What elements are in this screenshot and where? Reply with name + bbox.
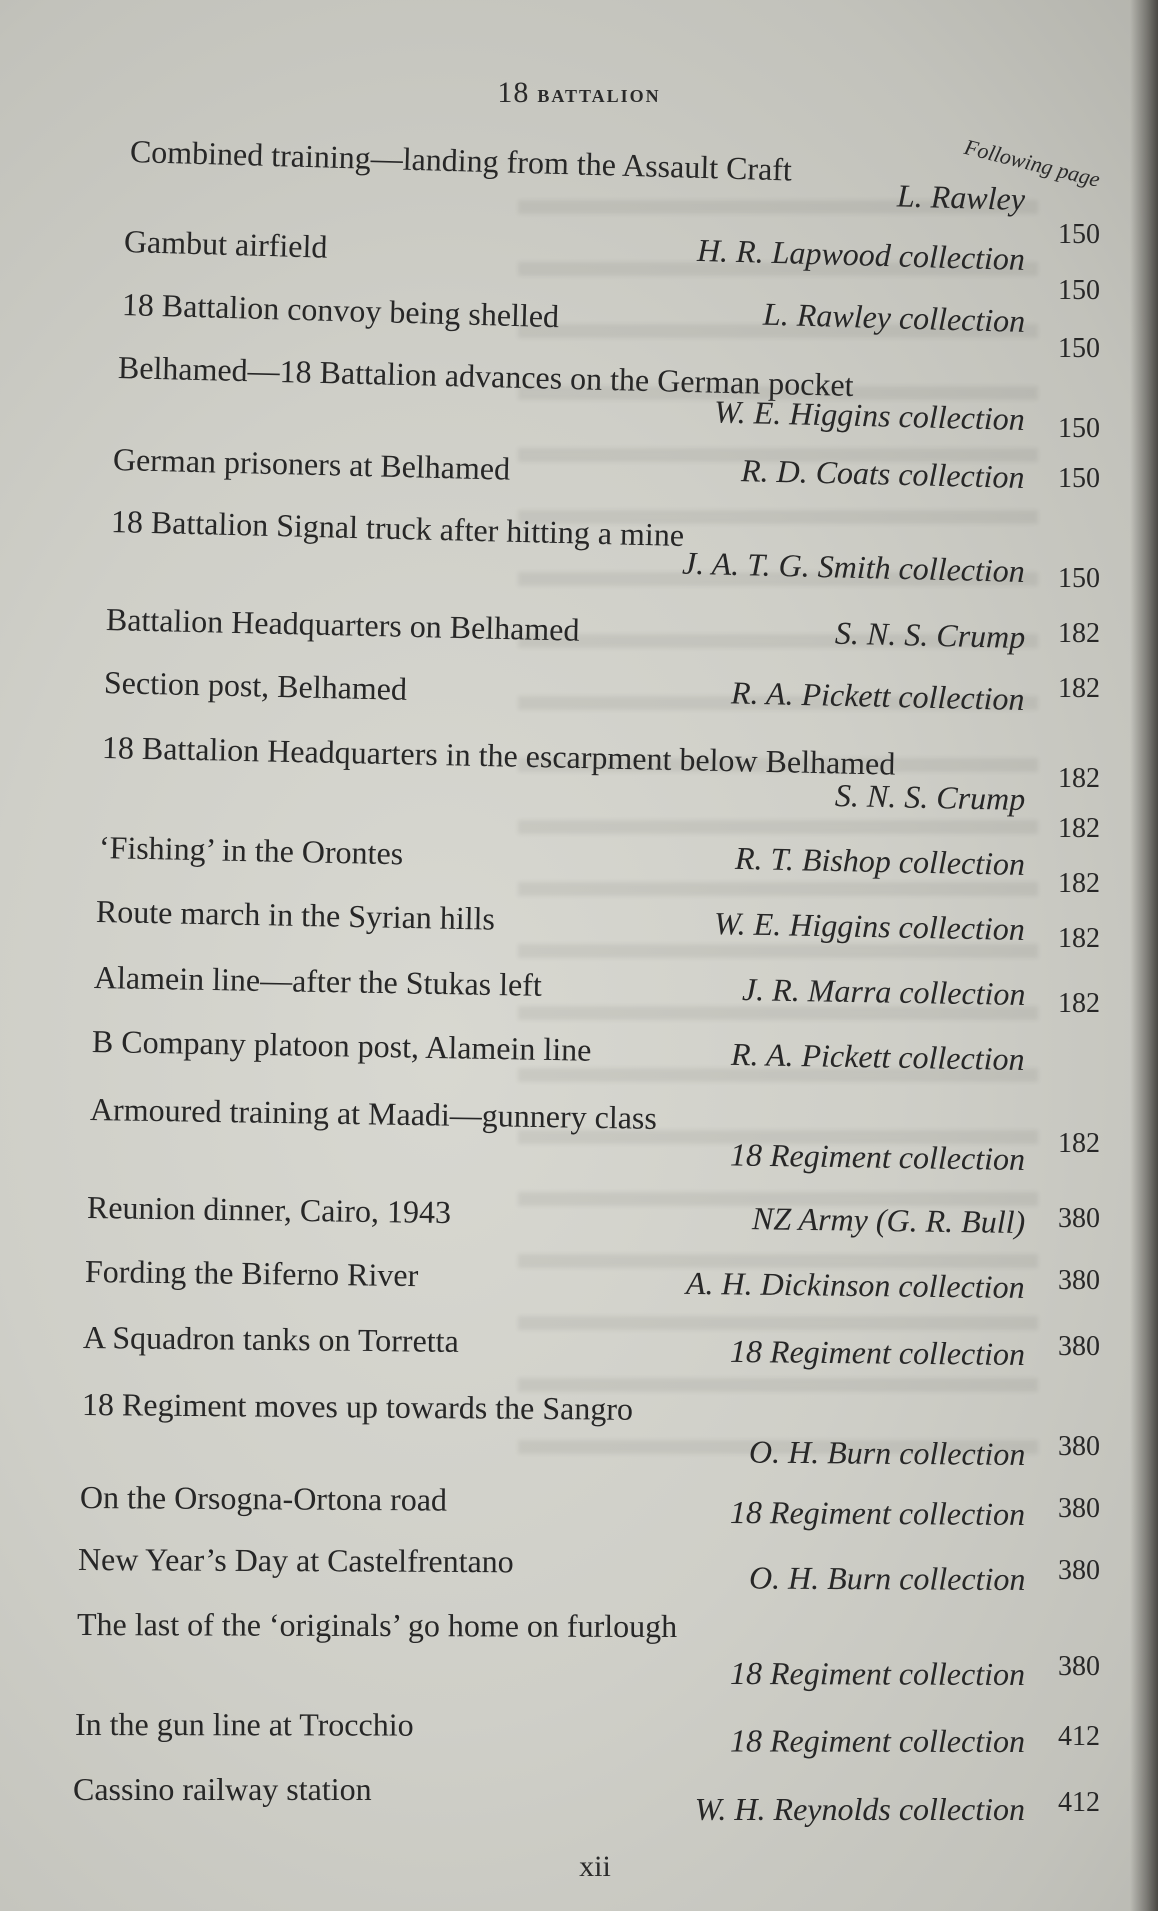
illustration-credit: O. H. Burn collection [748, 1559, 1026, 1597]
illustration-credit: L. Rawley collection [762, 295, 1026, 339]
illustration-title: Combined training—landing from the Assault Craft [129, 133, 793, 188]
illustration-credit: 18 Regiment collection [729, 1493, 1026, 1532]
illustration-credit: H. R. Lapwood collection [696, 231, 1026, 277]
running-head-word: battalion [537, 79, 661, 108]
illustration-title: Alamein line—after the Stukas left [93, 959, 543, 1003]
following-page-number: 150 [1058, 333, 1100, 364]
following-page-number: 412 [1058, 1721, 1100, 1752]
illustration-title: Armoured training at Maadi—gunnery class [89, 1091, 658, 1136]
illustration-title: Cassino railway station [73, 1771, 372, 1807]
illustration-credit: 18 Regiment collection [729, 1332, 1026, 1372]
illustration-credit: R. D. Coats collection [741, 452, 1026, 495]
illustration-title: Battalion Headquarters on Belhamed [105, 601, 580, 648]
following-page-number: 182 [1058, 1128, 1100, 1159]
following-page-number: 150 [1058, 413, 1100, 444]
illustration-credit: S. N. S. Crump [834, 614, 1026, 655]
following-page-number: 380 [1058, 1431, 1100, 1462]
following-page-number: 380 [1058, 1555, 1100, 1586]
following-page-number: 380 [1058, 1493, 1100, 1524]
illustration-title: 18 Regiment moves up towards the Sangro [81, 1386, 634, 1427]
illustration-credit: A. H. Dickinson collection [686, 1264, 1026, 1305]
illustration-title: 18 Battalion convoy being shelled [121, 286, 560, 335]
illustration-title: German prisoners at Belhamed [112, 441, 511, 487]
following-page-number: 150 [1058, 563, 1100, 594]
following-page-number: 182 [1058, 618, 1100, 649]
following-page-number: 182 [1058, 763, 1100, 794]
running-head-number: 18 [497, 76, 530, 109]
illustration-credit: L. Rawley [896, 177, 1026, 217]
illustration-title: In the gun line at Trocchio [74, 1706, 414, 1743]
illustration-credit: W. E. Higgins collection [713, 393, 1026, 437]
running-head [0, 76, 1158, 110]
illustration-title: Route march in the Syrian hills [95, 893, 496, 937]
illustration-credit: 18 Regiment collection [729, 1654, 1026, 1692]
illustration-title: Fording the Biferno River [84, 1253, 419, 1294]
following-page-number: 380 [1058, 1203, 1100, 1234]
illustration-title: 18 Battalion Headquarters in the escarpment below Belhamed [101, 729, 896, 782]
following-page-number: 150 [1058, 219, 1100, 250]
illustration-credit: O. H. Burn collection [748, 1433, 1026, 1472]
following-page-number: 380 [1058, 1651, 1100, 1682]
illustration-title: Section post, Belhamed [103, 664, 408, 707]
following-page-number: 412 [1058, 1787, 1100, 1818]
illustration-title: B Company platoon post, Alamein line [91, 1023, 592, 1068]
illustration-credit: J. A. T. G. Smith collection [681, 544, 1026, 589]
following-page-number: 150 [1058, 463, 1100, 494]
illustration-title: A Squadron tanks on Torretta [82, 1319, 459, 1359]
following-page-number: 380 [1058, 1265, 1100, 1296]
page-folio: xii [579, 1850, 611, 1883]
following-page-number: 150 [1058, 275, 1100, 306]
illustration-credit: R. T. Bishop collection [734, 839, 1026, 882]
illustration-title: Belhamed—18 Battalion advances on the German pocket [117, 349, 854, 403]
following-page-number: 182 [1058, 868, 1100, 899]
illustration-title: Gambut airfield [123, 223, 328, 265]
illustration-title: 18 Battalion Signal truck after hitting a mine [110, 503, 685, 553]
illustration-title: ‘Fishing’ in the Orontes [98, 829, 404, 872]
following-page-number: 182 [1058, 813, 1100, 844]
illustration-credit: J. R. Marra collection [741, 971, 1026, 1012]
illustration-credit: 18 Regiment collection [729, 1136, 1026, 1177]
illustration-credit: 18 Regiment collection [729, 1722, 1026, 1759]
illustration-credit: W. H. Reynolds collection [694, 1791, 1025, 1827]
illustration-credit: S. N. S. Crump [834, 777, 1026, 817]
illustration-title: Reunion dinner, Cairo, 1943 [86, 1189, 452, 1231]
following-page-number: 380 [1058, 1331, 1100, 1362]
illustration-title: On the Orsogna-Ortona road [79, 1479, 448, 1518]
following-page-number: 182 [1058, 988, 1100, 1019]
following-page-number: 182 [1058, 673, 1100, 704]
illustration-title: New Year’s Day at Castelfrentano [77, 1541, 514, 1580]
illustration-credit: NZ Army (G. R. Bull) [751, 1200, 1026, 1240]
following-page-number: 182 [1058, 923, 1100, 954]
page-curl-shadow [1130, 0, 1158, 1911]
illustration-credit: R. A. Pickett collection [731, 1035, 1026, 1077]
following-page-label: Following page [961, 134, 1103, 192]
illustration-credit: W. E. Higgins collection [713, 905, 1026, 947]
illustration-title: The last of the ‘originals’ go home on furlough [76, 1606, 678, 1645]
illustration-credit: R. A. Pickett collection [731, 674, 1026, 717]
